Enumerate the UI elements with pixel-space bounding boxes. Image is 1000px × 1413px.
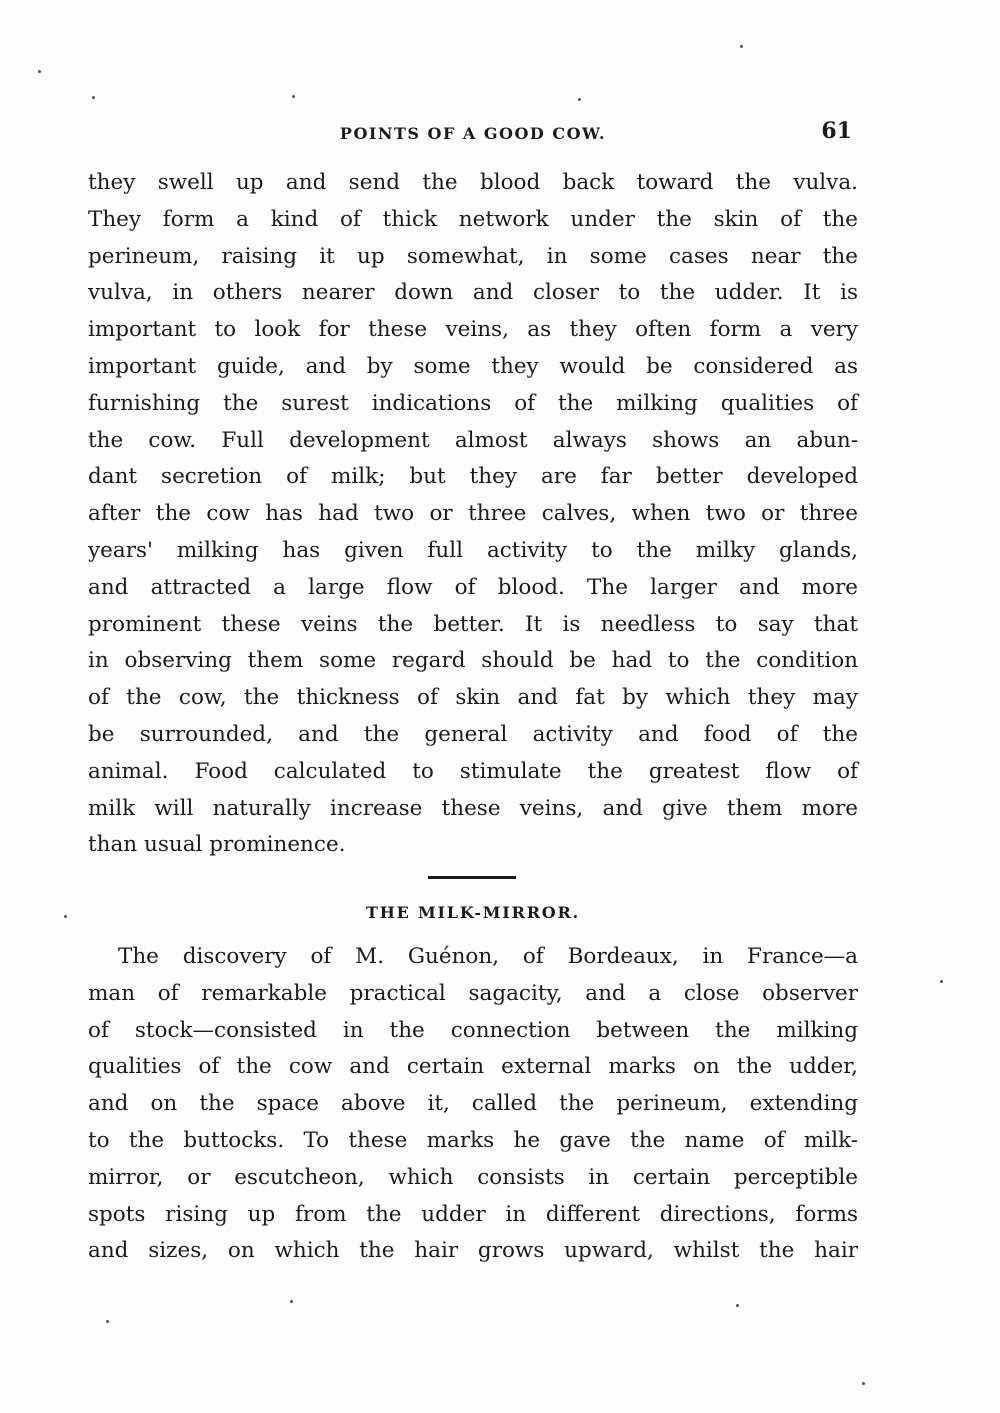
text-line: mirror, or escutcheon, which consists in certain perceptible <box>88 1164 858 1190</box>
text-line: vulva, in others nearer down and closer to the udder. It is <box>88 280 858 306</box>
scan-speck <box>38 70 41 73</box>
paragraph-veins <box>88 165 858 864</box>
text-line: animal. Food calculated to stimulate the greatest flow of <box>88 758 858 784</box>
text-line: They form a kind of thick network under the skin of the <box>88 206 858 232</box>
scan-speck <box>862 1382 865 1385</box>
text-line-last: than usual prominence. <box>88 832 346 858</box>
section-divider-rule <box>428 876 516 879</box>
scan-speck <box>290 1300 293 1303</box>
text-line: man of remarkable practical sagacity, and a close observer <box>88 980 858 1006</box>
text-line: after the cow has had two or three calves, when two or three <box>88 501 858 527</box>
text-line: important to look for these veins, as they often form a very <box>88 317 858 343</box>
text-line: prominent these veins the better. It is needless to say that <box>88 611 858 637</box>
text-line: furnishing the surest indications of the milking qualities of <box>88 390 858 416</box>
page-number: 61 <box>821 118 852 144</box>
scan-speck <box>736 1304 739 1307</box>
text-line: perineum, raising it up somewhat, in some cases near the <box>88 243 858 269</box>
scan-speck <box>92 96 95 99</box>
text-line: important guide, and by some they would be considered as <box>88 353 858 379</box>
text-line: they swell up and send the blood back toward the vulva. <box>88 170 858 195</box>
scan-speck <box>106 1320 109 1323</box>
text-line: years' milking has given full activity to the milky glands, <box>88 537 858 563</box>
text-line: dant secretion of milk; but they are far better developed <box>88 464 858 490</box>
text-line: of stock—consisted in the connection between the milking <box>88 1017 858 1043</box>
running-title: POINTS OF A GOOD COW. <box>339 124 607 143</box>
scan-speck <box>940 980 943 983</box>
text-line: the cow. Full development almost always shows an abun- <box>88 427 858 453</box>
section-heading: THE MILK-MIRROR. <box>365 903 580 922</box>
scan-speck <box>292 95 295 98</box>
text-line: to the buttocks. To these marks he gave the name of milk- <box>88 1127 858 1153</box>
text-line-first: The discovery of M. Guénon, of Bordeaux, in France—a <box>118 944 858 969</box>
paragraph-milk-mirror <box>88 939 858 1270</box>
text-line: and sizes, on which the hair grows upward, whilst the hair <box>88 1238 858 1264</box>
text-line: of the cow, the thickness of skin and fat by which they may <box>88 685 858 711</box>
scan-speck <box>64 915 67 918</box>
text-line: qualities of the cow and certain external marks on the udder, <box>88 1054 858 1080</box>
text-line: milk will naturally increase these veins, and give them more <box>88 795 858 821</box>
running-head <box>88 118 858 148</box>
scan-speck <box>740 45 743 48</box>
text-line: spots rising up from the udder in different directions, forms <box>88 1201 858 1227</box>
text-line: in observing them some regard should be had to the condition <box>88 648 858 674</box>
text-line: and on the space above it, called the perineum, extending <box>88 1091 858 1117</box>
scan-speck <box>578 98 581 101</box>
text-line: and attracted a large flow of blood. The larger and more <box>88 574 858 600</box>
text-line: be surrounded, and the general activity and food of the <box>88 721 858 747</box>
